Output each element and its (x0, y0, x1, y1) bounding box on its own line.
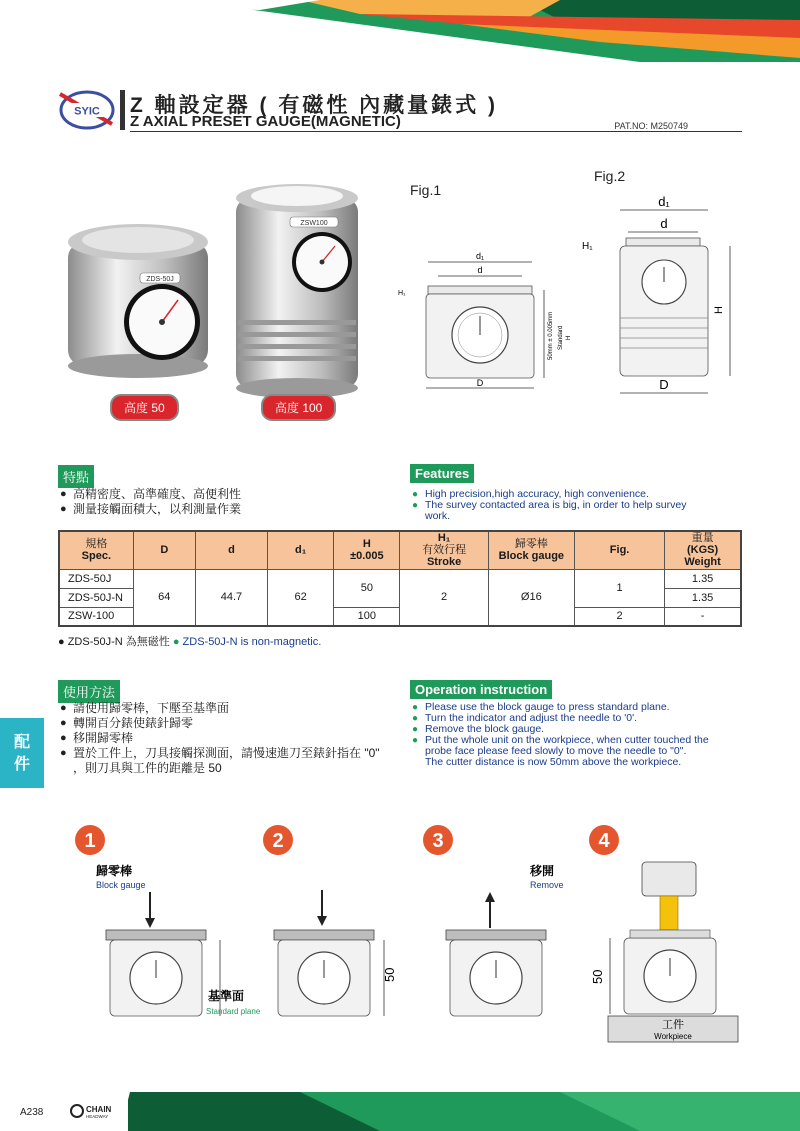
cell-weight: - (665, 607, 741, 626)
step-2-badge: 2 (272, 830, 284, 852)
patent-number: PAT.NO: M250749 (614, 121, 688, 131)
fig1-standard-label: Standard (558, 325, 564, 350)
col-d: d (195, 531, 267, 569)
step4-work-en: Workpiece (654, 1032, 692, 1041)
features-title-en: Features (410, 464, 474, 483)
cell-H: 100 (334, 607, 400, 626)
cell-spec: ZDS-50J (59, 569, 133, 588)
zds50-photo (68, 224, 208, 378)
col-D: D (133, 531, 195, 569)
step4-height: 50 (590, 969, 605, 984)
operation-en-item: ● Please use the block gauge to press standard plane. (412, 702, 752, 713)
col-stroke: H₁ 有效行程 Stroke (400, 531, 488, 569)
col-weight: 重量 (KGS) Weight (665, 531, 741, 569)
footer-brand: CHAIN (86, 1105, 112, 1114)
height-50-badge: 高度 50 (110, 394, 179, 421)
fig1-d1-label: d₁ (475, 251, 485, 261)
footer-brand-sub: HEADWAY (86, 1114, 109, 1119)
side-tab-char: 配 (13, 734, 30, 751)
fig1-h-label: H (566, 335, 572, 340)
col-block: 歸零棒 Block gauge (488, 531, 574, 569)
operation-zh-item: ● 請使用歸零棒，下壓至基準面 (60, 701, 400, 716)
step2-height: 50 (382, 967, 397, 982)
step-number-badges (75, 825, 619, 855)
cell-fig: 1 (574, 569, 664, 607)
feature-en-item: ● The survey contacted area is big, in order to help survey work. (412, 500, 712, 522)
title-english: Z AXIAL PRESET GAUGE(MAGNETIC) (130, 113, 401, 130)
step3-remove-zh: 移開 (530, 864, 555, 878)
title-rule (130, 131, 742, 132)
step3-remove-en: Remove (530, 880, 564, 890)
feature-en-item: ● High precision,high accuracy, high convenience. (412, 489, 712, 500)
cell-D: 64 (133, 569, 195, 626)
cell-H: 50 (334, 569, 400, 607)
step1-base-en: Standard plane (206, 1007, 261, 1016)
step4-work-zh: 工件 (662, 1019, 684, 1031)
col-d1: d₁ (268, 531, 334, 569)
non-magnetic-note: ● ZDS-50J-N 為無磁性 ● ZDS-50J-N is non-magnetic. (58, 636, 322, 648)
cell-spec: ZSW-100 (59, 607, 133, 626)
fig1-height-spec: 50mm ± 0.005mm (548, 311, 554, 360)
zds50-engraving: ZDS-50J (146, 276, 174, 283)
feature-zh-item: ● 測量接觸面積大，以利測量作業 (60, 502, 390, 517)
fig2-D-label: D (659, 377, 669, 392)
zsw100-photo (236, 184, 358, 398)
note-en: ZDS-50J-N is non-magnetic. (182, 636, 322, 648)
table-header-row (59, 531, 741, 569)
logo-text: SYIC (74, 105, 100, 118)
table-row (59, 569, 741, 588)
fig1-h1-label: H₁ (398, 290, 406, 297)
cell-fig: 2 (574, 607, 664, 626)
cell-d: 44.7 (195, 569, 267, 626)
col-fig: Fig. (574, 531, 664, 569)
chain-headway-logo (70, 1103, 122, 1119)
product-photos (60, 180, 370, 420)
operation-en-continuation: probe face please feed slowly to move the needle to "0". (425, 745, 687, 757)
fig1-label: Fig.1 (410, 182, 442, 198)
page-number: A238 (20, 1107, 44, 1118)
operation-zh-continuation: ，則刀具與工件的距離是 50 (73, 761, 222, 775)
features-list-zh (60, 487, 390, 517)
cell-spec: ZDS-50J-N (59, 588, 133, 607)
step-1-badge: 1 (84, 830, 96, 852)
col-spec: 規格 Spec. (59, 531, 133, 569)
operation-zh-item: ● 移開歸零棒 (60, 731, 400, 746)
step-4-illustration (590, 862, 738, 1042)
operation-en-continuation: The cutter distance is now 50mm above the workpiece. (425, 756, 682, 768)
side-tab-char: 件 (13, 756, 30, 773)
step-4-badge: 4 (598, 830, 610, 852)
fig1-drawing (392, 240, 592, 400)
step1-block-en: Block gauge (96, 880, 146, 890)
step1-base-zh: 基準面 (208, 989, 245, 1003)
fig2-label: Fig.2 (594, 168, 626, 184)
operation-steps (70, 820, 750, 1060)
cell-block: Ø16 (488, 569, 574, 626)
cell-stroke: 2 (400, 569, 488, 626)
features-list-en (412, 489, 712, 522)
cell-d1: 62 (268, 569, 334, 626)
operation-zh-item: ● 轉開百分錶使錶針歸零 (60, 716, 400, 731)
note-zh: ZDS-50J-N 為無磁性 (67, 636, 170, 648)
fig1-d-label: d (477, 265, 483, 275)
fig2-d1-label: d₁ (658, 194, 670, 209)
spec-table (58, 530, 742, 627)
operation-en-item: ● Turn the indicator and adjust the needle to '0'. (412, 713, 752, 724)
height-100-badge: 高度 100 (261, 394, 336, 421)
fig2-H-label: H (713, 306, 725, 314)
features-title-zh: 特點 (58, 465, 94, 488)
step-3-illustration (446, 863, 564, 1016)
operation-list-zh (60, 701, 400, 776)
step-3-badge: 3 (432, 830, 444, 852)
fig2-drawing (580, 190, 750, 400)
syic-logo (56, 86, 118, 134)
step-1-illustration (96, 863, 261, 1016)
title-accent-bar (120, 90, 125, 130)
title-chinese: Z 軸設定器 ( 有磁性 內藏量錶式 ) (130, 94, 498, 117)
cell-weight: 1.35 (665, 588, 741, 607)
fig2-h1-label: H₁ (582, 241, 593, 252)
zsw100-engraving: ZSW100 (300, 220, 328, 227)
cell-weight: 1.35 (665, 569, 741, 588)
fig2-d-label: d (660, 216, 668, 231)
step-2-illustration (274, 890, 397, 1016)
top-banner (0, 0, 800, 62)
operation-en-item: ● Put the whole unit on the workpiece, when cutter touched the (412, 735, 752, 746)
operation-title-zh: 使用方法 (58, 680, 120, 703)
feature-zh-item: ● 高精密度、高準確度、高便利性 (60, 487, 390, 502)
operation-title-en: Operation instruction (410, 680, 552, 699)
operation-list-en (412, 702, 752, 768)
fig1-D-label: D (476, 378, 484, 388)
operation-en-item: ● Remove the block gauge. (412, 724, 752, 735)
side-tab-accessories (0, 718, 44, 788)
step1-block-zh: 歸零棒 (96, 864, 133, 878)
operation-zh-item: ● 置於工件上，刀具接觸探測面，請慢速進刀至錶針指在 "0" (60, 746, 400, 761)
col-H: H ±0.005 (334, 531, 400, 569)
